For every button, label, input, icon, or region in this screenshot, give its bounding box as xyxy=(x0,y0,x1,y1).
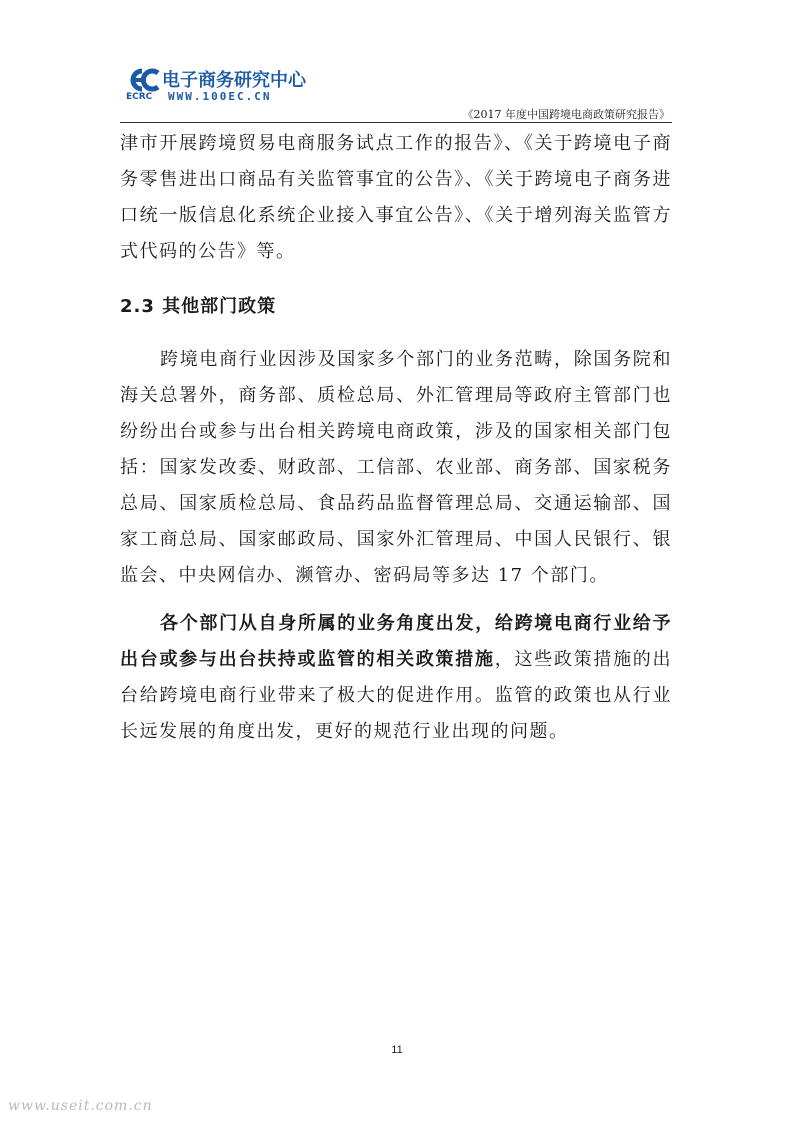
paragraph-gap xyxy=(120,594,672,606)
paragraph-continued: 津市开展跨境贸易电商服务试点工作的报告》、《关于跨境电子商务零售进出口商品有关监管事宜的公告》、《关于跨境电子商务进口统一版信息化系统企业接入事宜公告》、《关于增列海关监管方式代码的公告》等。 xyxy=(120,133,672,262)
paragraph-policy-effect xyxy=(120,606,672,750)
section-heading: 2.3 其他部门政策 xyxy=(120,296,277,317)
emphasized-text: 各个部门从自身所属的业务角度出发，给跨境电商行业给予出台或参与出台扶持或监管的相关政策措施 xyxy=(120,613,672,670)
logo-title: 电子商务研究中心 xyxy=(162,70,306,91)
company-logo xyxy=(126,66,326,110)
running-header: 《2017 年度中国跨境电商政策研究报告》 xyxy=(462,108,670,121)
page-number: 11 xyxy=(391,1044,403,1056)
logo-url: WWW.100EC.CN xyxy=(168,90,272,103)
watermark: www.useit.com.cn xyxy=(8,1098,153,1114)
page-content xyxy=(120,126,672,750)
paragraph-departments: 跨境电商行业因涉及国家多个部门的业务范畴，除国务院和海关总署外，商务部、质检总局、外汇管理局等政府主管部门也纷纷出台或参与出台相关跨境电商政策，涉及的国家相关部门包括：国家发改委、财政部、工信部、农业部、商务部、国家税务总局、国家质检总局、食品药品监督管理总局、交通运输部、国家工商总局、国家邮政局、国家外汇管理局、中国人民银行、银监会、中央网信办、濒管办、密码局等多达 17 个部门。 xyxy=(120,349,672,586)
paragraph-rest-text: ，这些政策措施的出台给跨境电商行业带来了极大的促进作用。监管的政策也从行业长远发展的角度出发，更好的规范行业出现的问题。 xyxy=(120,649,673,742)
logo-abbreviation: ECRC xyxy=(126,92,153,102)
header-divider xyxy=(120,122,672,123)
ec-logo-icon xyxy=(126,68,160,92)
